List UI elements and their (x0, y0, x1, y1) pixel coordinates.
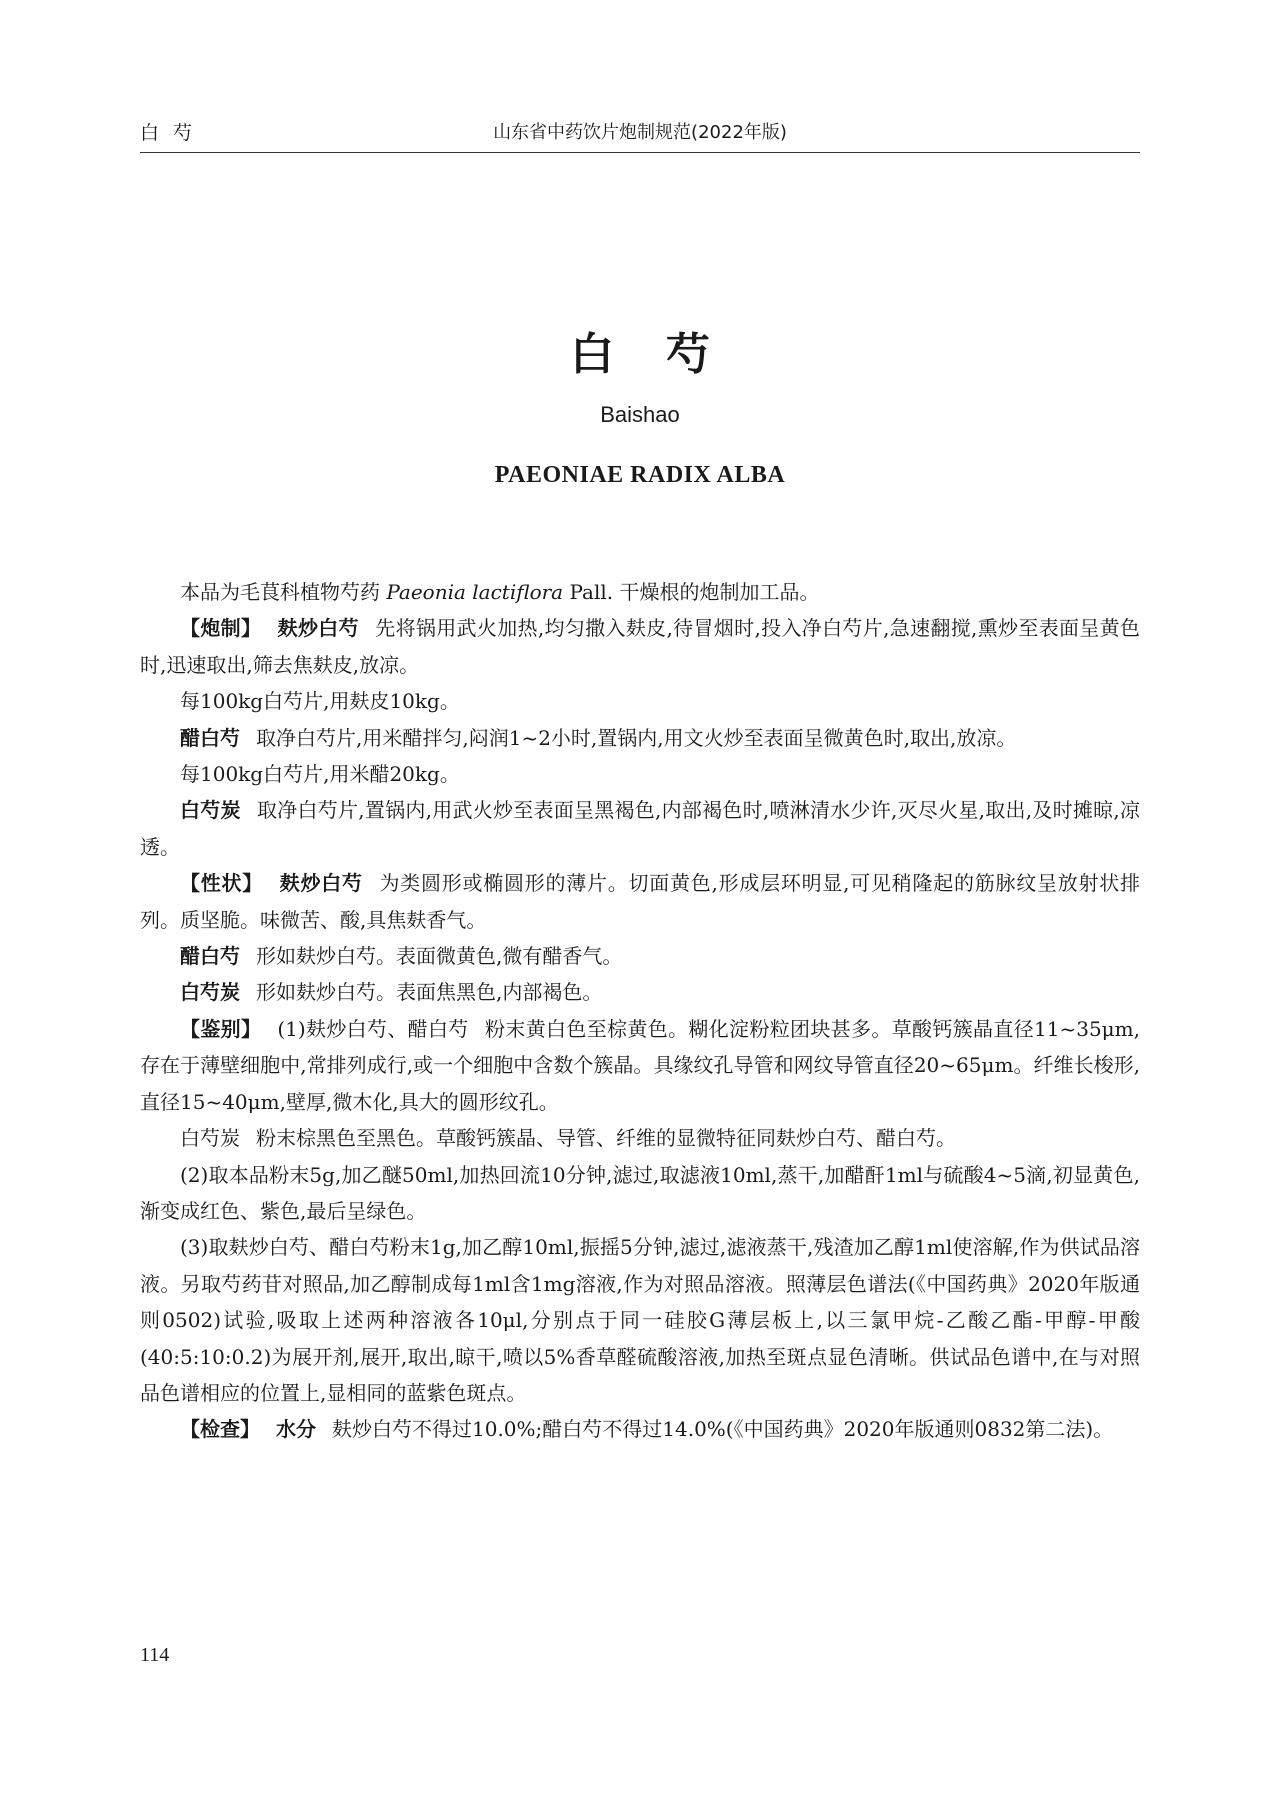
processing-fuchao: 【炮制】 麸炒白芍 先将锅用武火加热,均匀撒入麸皮,待冒烟时,投入净白芍片,急速翻搅,熏炒至表面呈黄色时,迅速取出,筛去焦麸皮,放凉。 (140, 616, 1140, 677)
pinyin-name: Baishao (600, 402, 680, 427)
running-header-section: 白芍 (140, 122, 207, 144)
processing-tan: 白芍炭 取净白芍片,置锅内,用武火炒至表面呈黑褐色,内部褐色时,喷淋清水少许,灭尽火星,取出,及时摊晾,凉透。 (140, 798, 1141, 859)
section-heading-description: 【性状】 (180, 871, 264, 896)
monograph-body (140, 574, 1140, 1448)
species-name: Paeonia lactiflora (386, 580, 564, 604)
identification-item-2: (2)取本品粉末5g,加乙醚50ml,加热回流10分钟,滤过,取滤液10ml,蒸干,加醋酐1ml与硫酸4~5滴,初显黄色,渐变成红色、紫色,最后呈绿色。 (140, 1162, 1140, 1223)
section-heading-processing: 【炮制】 (180, 616, 262, 641)
inspection-moisture: 【检查】 水分 麸炒白芍不得过10.0%;醋白芍不得过14.0%(《中国药典》2020年版通则0832第二法)。 (180, 1417, 1114, 1442)
running-header (140, 112, 1140, 152)
term-moisture: 水分 (276, 1417, 316, 1442)
intro-paragraph: 本品为毛茛科植物芍药 Paeonia lactiflora Pall. 干燥根的炮制加工品。 (180, 580, 820, 604)
section-heading-inspection: 【检查】 (180, 1417, 260, 1442)
description-fuchao: 【性状】 麸炒白芍 为类圆形或椭圆形的薄片。切面黄色,形成层环明显,可见稍隆起的筋脉纹呈放射状排列。质坚脆。味微苦、酸,具焦麸香气。 (140, 871, 1141, 932)
identification-item-1: 【鉴别】 (1)麸炒白芍、醋白芍 粉末黄白色至棕黄色。糊化淀粉粒团块甚多。草酸钙簇晶直径11~35μm,存在于薄壁细胞中,常排列成行,或一个细胞中含数个簇晶。具缘纹孔导管和网纹导管直径20~65μm。纤维长梭形,直径15~40μm,壁厚,微木化,具大的圆形纹孔。 (140, 1016, 1141, 1114)
description-tan: 白芍炭 形如麸炒白芍。表面焦黑色,内部褐色。 (180, 980, 603, 1005)
running-header-book-title: 山东省中药饮片炮制规范(2022年版) (493, 122, 787, 143)
term-fuchao: 麸炒白芍 (279, 871, 363, 896)
term-tan: 白芍炭 (180, 798, 241, 823)
page-title: 白芍 (570, 329, 762, 380)
page-number: 114 (140, 1644, 170, 1666)
identification-item-1-tan: 白芍炭 粉末棕黑色至黑色。草酸钙簇晶、导管、纤维的显微特征同麸炒白芍、醋白芍。 (180, 1126, 956, 1151)
header-rule (140, 152, 1140, 153)
processing-cu: 醋白芍 取净白芍片,用米醋拌匀,闷润1~2小时,置锅内,用文火炒至表面呈微黄色时,取出,放凉。 (180, 725, 1017, 750)
processing-fuchao-ratio: 每100kg白芍片,用麸皮10kg。 (180, 689, 460, 714)
identification-item-3: (3)取麸炒白芍、醋白芍粉末1g,加乙醇10ml,振摇5分钟,滤过,滤液蒸干,残渣加乙醇1ml使溶解,作为供试品溶液。另取芍药苷对照品,加乙醇制成每1ml含1mg溶液,作为对照品溶液。照薄层色谱法(《中国药典》2020年版通则0502)试验,吸取上述两种溶液各10μl,分别点于同一硅胶G薄层板上,以三氯甲烷-乙酸乙酯-甲醇-甲酸(40:5:10:0.2)为展开剂,展开,取出,晾干,喷以5%香草醛硫酸溶液,加热至斑点显色清晰。供试品色谱中,在与对照品色谱相应的位置上,显相同的蓝紫色斑点。 (140, 1235, 1140, 1405)
term-tan: 白芍炭 (180, 980, 240, 1005)
description-cu: 醋白芍 形如麸炒白芍。表面微黄色,微有醋香气。 (180, 944, 623, 969)
section-heading-identification: 【鉴别】 (180, 1016, 262, 1041)
term-cu: 醋白芍 (180, 725, 240, 750)
term-cu: 醋白芍 (180, 944, 240, 969)
latin-name: PAEONIAE RADIX ALBA (494, 462, 786, 488)
processing-cu-ratio: 每100kg白芍片,用米醋20kg。 (180, 762, 460, 787)
term-fuchao: 麸炒白芍 (277, 616, 359, 641)
